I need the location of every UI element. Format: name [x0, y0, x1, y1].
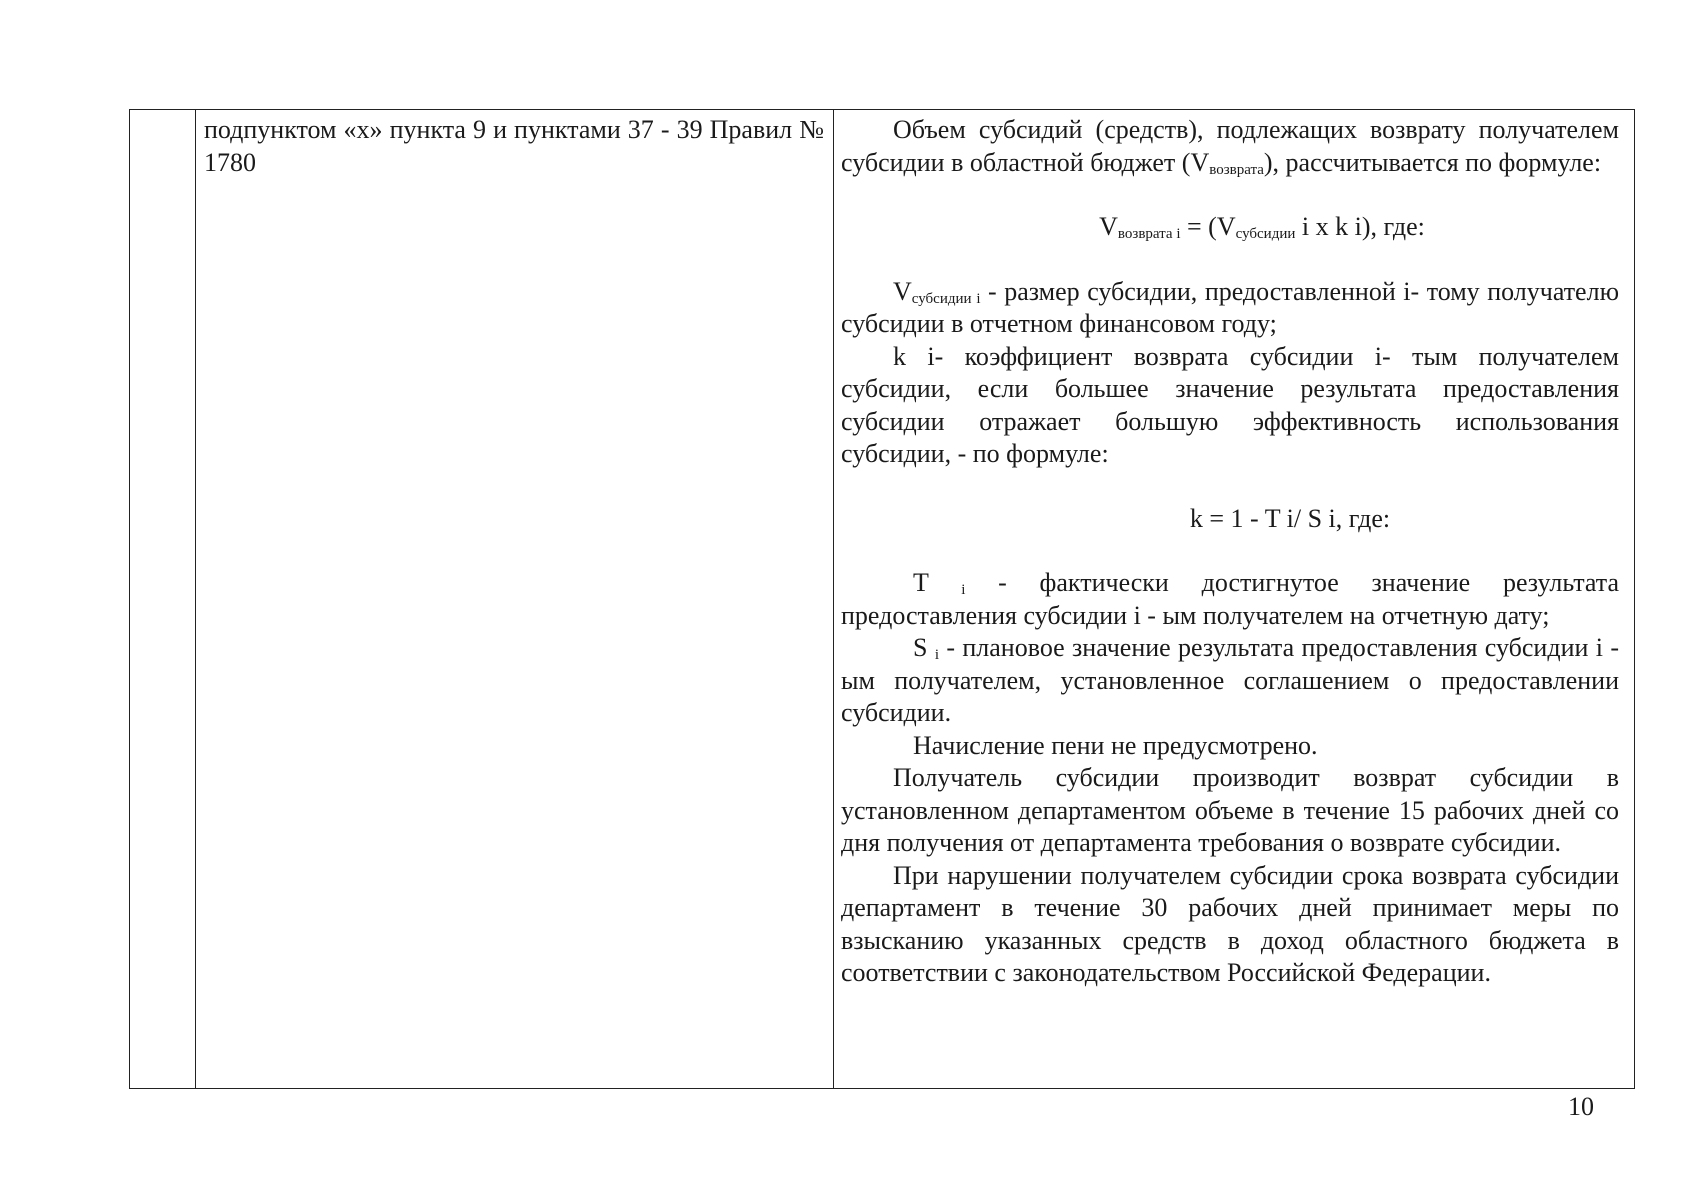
- document-table: [129, 109, 1635, 1089]
- column-divider: [195, 110, 196, 1088]
- column-divider: [833, 110, 834, 1088]
- paragraph-coefficient: k i- коэффициент возврата субсидии i- тым получателем субсидии, если большее значение результата предоставления субсидии отражает большую эффективность использования субсидии, - по формуле:: [841, 341, 1619, 468]
- table-cell-description: [841, 114, 1619, 990]
- paragraph-subsidy-size: $V_{субсидии i}$ - размер субсидии, предоставленной i- тому получателю субсидии в отчетном финансовом году;: [841, 276, 1619, 338]
- paragraph-violation: При нарушении получателем субсидии срока возврата субсидии департамент в течение 30 рабочих дней принимает меры по взысканию указанных средств в доход областного бюджета в соответствии с законодательством Российской Федерации.: [841, 860, 1619, 987]
- table-cell-reference: [204, 114, 824, 179]
- paragraph-volume-intro: Объем субсидий (средств), подлежащих возврату получателем субсидии в областной бюджет $(V_{возврата})$, рассчитывается по формуле:: [841, 115, 1619, 178]
- page-number: 10: [1568, 1092, 1594, 1121]
- paragraph-planned-value: S $_i$ - плановое значение результата предоставления субсидии i - ым получателем, установленное соглашением о предоставлении субсидии.: [841, 633, 1619, 727]
- formula-coefficient: k = 1 - T i/ S i, где:: [1189, 503, 1391, 533]
- paragraph-return-deadline: Получатель субсидии производит возврат субсидии в установленном департаментом объеме в течение 15 рабочих дней со дня получения от департамента требования о возврате субсидии.: [841, 763, 1619, 857]
- reference-text: подпунктом «х» пункта 9 и пунктами 37 - 39 Правил № 1780: [204, 115, 824, 177]
- paragraph-penalty: Начисление пени не предусмотрено.: [913, 730, 1318, 760]
- formula-return-volume: $V_{возврата i} = (V_{субсидии}$ i x k i), где:: [1099, 212, 1425, 242]
- paragraph-actual-value: T $_i$ - фактически достигнутое значение результата предоставления субсидии i - ым получателем на отчетную дату;: [841, 568, 1619, 630]
